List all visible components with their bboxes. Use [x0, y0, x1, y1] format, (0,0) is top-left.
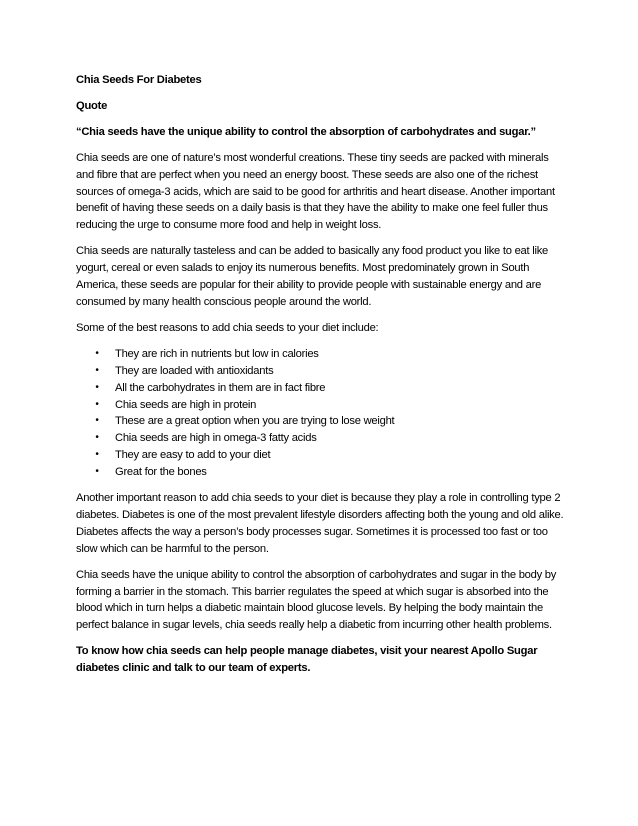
list-item-text: Great for the bones	[115, 466, 207, 479]
list-item	[76, 346, 568, 363]
bullet-icon: •	[95, 381, 99, 393]
body-paragraph-2: Chia seeds are naturally tasteless and can be added to basically any food product you like to eat like yogurt, cereal or even salads to enjoy its numerous benefits. Most predominately grown in South America, these seeds are popular for their ability to provide people with sustainable energy and are consumed by many health conscious people around the world.	[76, 245, 549, 308]
body-paragraph-3: Another important reason to add chia seeds to your diet is because they play a role in controlling type 2 diabetes. Diabetes is one of the most prevalent lifestyle disorders affecting both the young and old alike. Diabetes affects the way a person’s body processes sugar. Sometimes it is processed too fast or too slow which can be harmful to the person.	[76, 492, 564, 555]
list-intro: Some of the best reasons to add chia seeds to your diet include:	[76, 321, 379, 334]
bullet-icon: •	[95, 466, 99, 478]
list-item-text: Chia seeds are high in omega-3 fatty acids	[115, 432, 317, 445]
quote-heading: Quote	[76, 99, 108, 112]
bullet-icon: •	[95, 449, 99, 461]
body-paragraph-4: Chia seeds have the unique ability to control the absorption of carbohydrates and sugar in the body by forming a barrier in the stomach. This barrier regulates the speed at which sugar is absorbed into the blood which in turn helps a diabetic maintain blood glucose levels. By helping the body maintain the perfect balance in sugar levels, chia seeds really help a diabetic from incurring other health problems.	[76, 568, 557, 632]
list-item-text: They are rich in nutrients but low in calories	[115, 347, 319, 360]
quote-text: “Chia seeds have the unique ability to control the absorption of carbohydrates and sugar.”	[76, 125, 536, 138]
list-item	[76, 447, 568, 464]
bullet-icon: •	[95, 364, 99, 376]
document-page	[76, 72, 568, 686]
list-item	[76, 464, 568, 481]
body-paragraph-1: Chia seeds are one of nature’s most wonderful creations. These tiny seeds are packed with minerals and fibre that are perfect when you need an energy boost. These seeds are also one of the richest sources of omega-3 acids, which are said to be good for arthritis and heart disease. Another important benefit of having these seeds on a daily basis is that they have the ability to make one feel fuller thus reducing the urge to consume more food and help in weight loss.	[76, 151, 555, 232]
list-item-text: All the carbohydrates in them are in fact fibre	[115, 381, 326, 394]
bullet-icon: •	[95, 398, 99, 410]
benefits-list	[76, 346, 568, 481]
list-item	[76, 397, 568, 414]
closing-call-to-action: To know how chia seeds can help people manage diabetes, visit your nearest Apollo Sugar diabetes clinic and talk to our team of experts.	[76, 645, 538, 675]
bullet-icon: •	[95, 347, 99, 359]
bullet-icon: •	[95, 415, 99, 427]
list-item-text: They are easy to add to your diet	[115, 449, 271, 462]
list-item	[76, 380, 568, 397]
list-item	[76, 363, 568, 380]
list-item-text: Chia seeds are high in protein	[115, 398, 257, 411]
list-item	[76, 430, 568, 447]
list-item	[76, 413, 568, 430]
document-title: Chia Seeds For Diabetes	[76, 74, 202, 86]
list-item-text: They are loaded with antioxidants	[115, 364, 274, 377]
bullet-icon: •	[95, 432, 99, 444]
list-item-text: These are a great option when you are trying to lose weight	[115, 415, 395, 428]
